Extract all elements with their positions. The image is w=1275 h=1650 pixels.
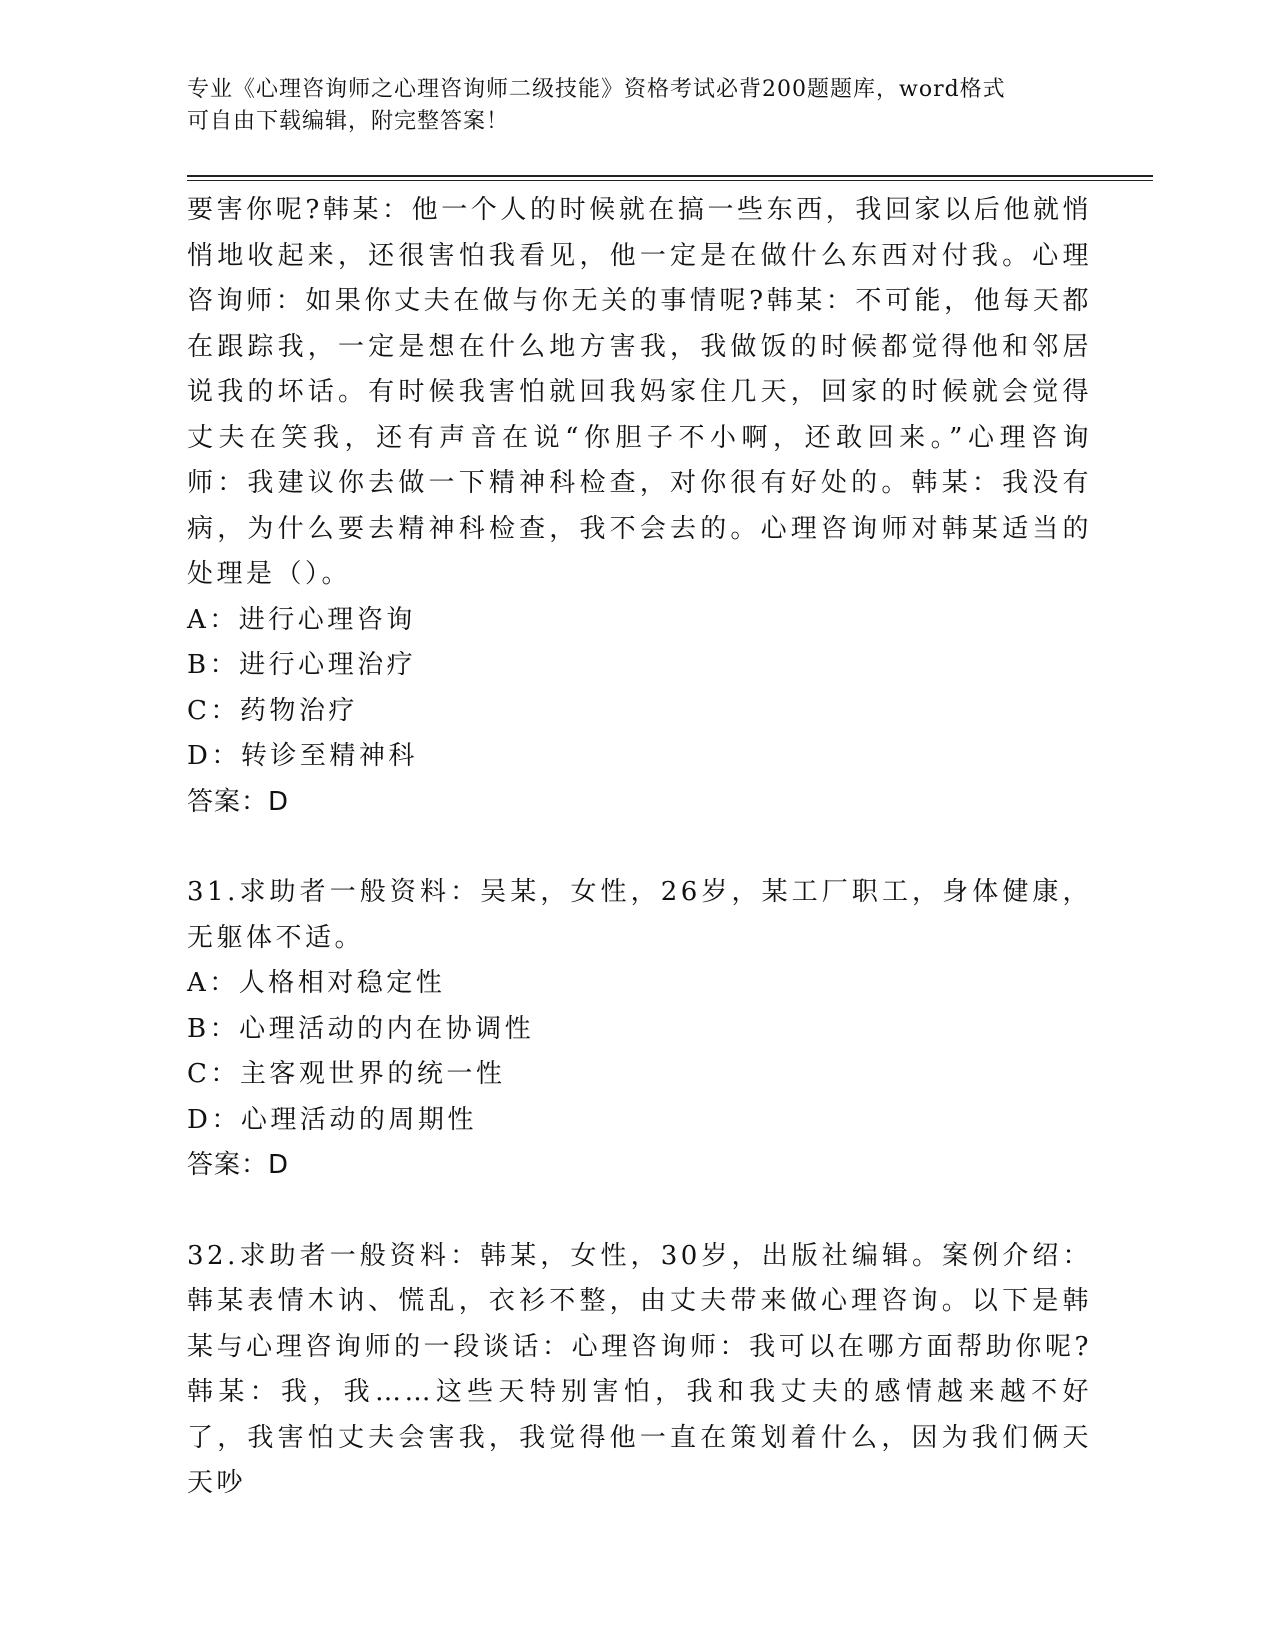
question-31-option-d: D：心理活动的周期性	[187, 1104, 477, 1135]
question-30-option-c: C：药物治疗	[187, 695, 358, 726]
document-body	[187, 188, 1092, 1507]
question-32-text: 32.求助者一般资料：韩某，女性，30岁，出版社编辑。案例介绍：韩某表情木讷、慌乱，衣衫不整，由丈夫带来做心理咨询。以下是韩某与心理咨询师的一段谈话：心理咨询师：我可以在哪方面帮助你呢?韩某：我，我……这些天特别害怕，我和我丈夫的感情越来越不好了，我害怕丈夫会害我，我觉得他一直在策划着什么，因为我们俩天天吵	[187, 1240, 1092, 1498]
question-31-option-b: B：心理活动的内在协调性	[187, 1013, 535, 1044]
spacer	[187, 825, 1092, 870]
question-32-block	[187, 1234, 1092, 1507]
question-31-answer: 答案：D	[187, 1150, 290, 1180]
question-30-text: 要害你呢?韩某：他一个人的时候就在搞一些东西，我回家以后他就悄悄地收起来，还很害怕我看见，他一定是在做什么东西对付我。心理咨询师：如果你丈夫在做与你无关的事情呢?韩某：不可能，他每天都在跟踪我，一定是想在什么地方害我，我做饭的时候都觉得他和邻居说我的坏话。有时候我害怕就回我妈家住几天，回家的时候就会觉得丈夫在笑我，还有声音在说“你胆子不小啊，还敢回来。”心理咨询师：我建议你去做一下精神科检查，对你很有好处的。韩某：我没有病，为什么要去精神科检查，我不会去的。心理咨询师对韩某适当的处理是（）。	[187, 195, 1092, 589]
question-31-option-a: A：人格相对稳定性	[187, 968, 446, 998]
question-31-option-c: C：主客观世界的统一性	[187, 1059, 506, 1089]
question-30-option-d: D：转诊至精神科	[187, 741, 418, 771]
header-title-line-1: 专业《心理咨询师之心理咨询师二级技能》资格考试必背200题题库，word格式	[187, 77, 1006, 102]
question-31-text: 31.求助者一般资料：吴某，女性，26岁，某工厂职工，身体健康，无躯体不适。	[187, 877, 1092, 953]
question-30-option-b: B：进行心理治疗	[187, 650, 417, 680]
page-header	[187, 74, 1087, 138]
question-30-block	[187, 188, 1092, 825]
question-30-option-a: A：进行心理咨询	[187, 604, 416, 635]
question-31-block	[187, 870, 1092, 1189]
header-divider	[187, 175, 1153, 181]
question-30-answer: 答案：D	[187, 786, 290, 817]
spacer	[187, 1189, 1092, 1234]
header-title-line-2: 可自由下载编辑，附完整答案！	[187, 109, 510, 134]
